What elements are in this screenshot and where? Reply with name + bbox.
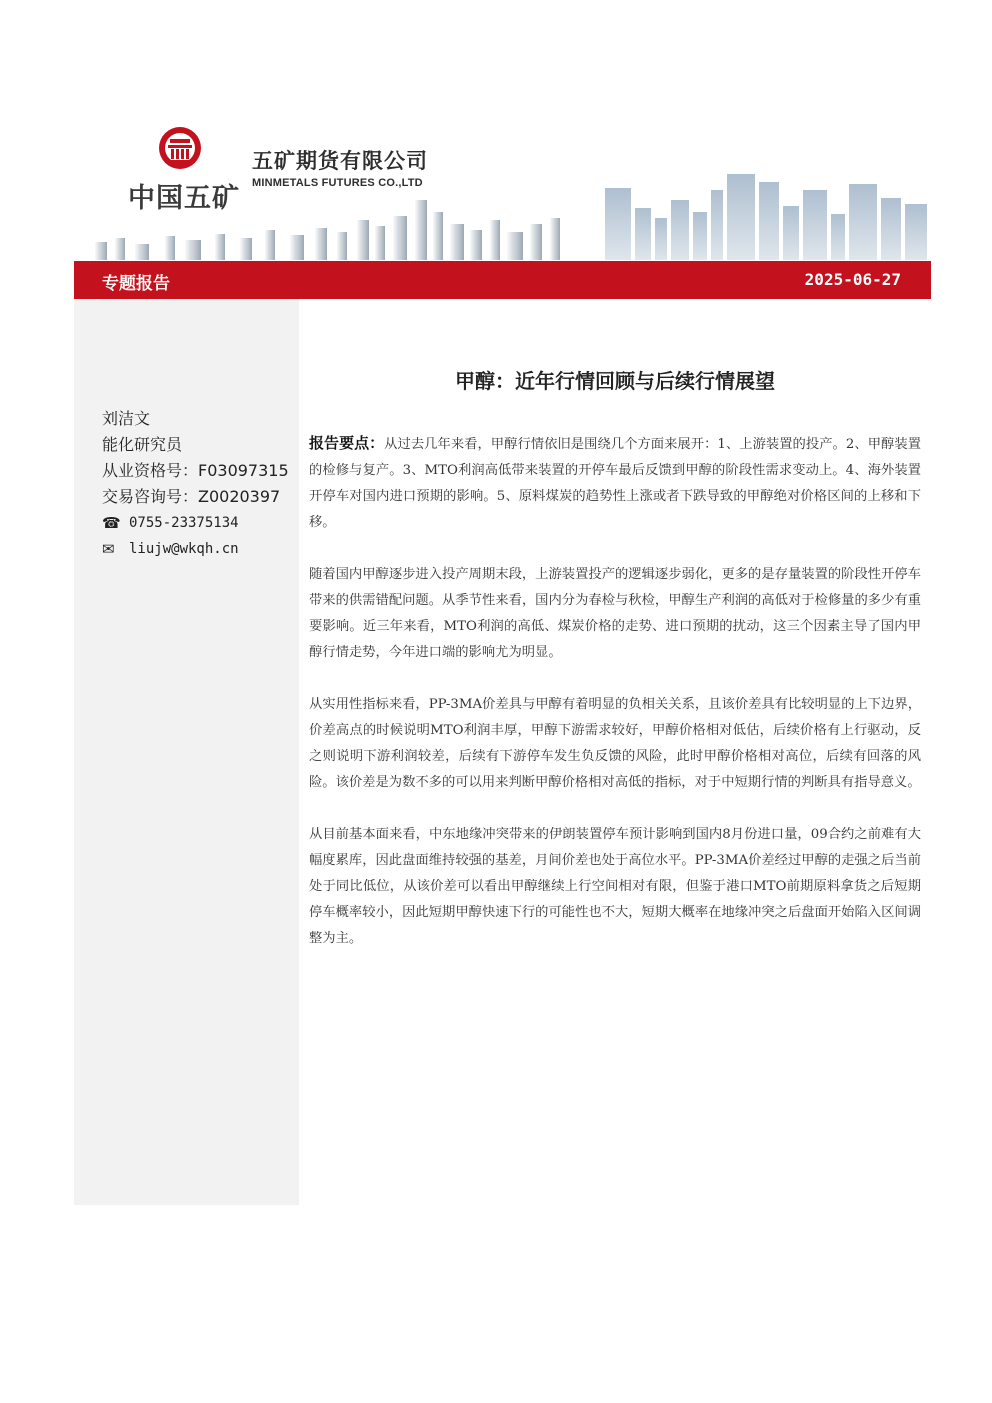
company-name-cn: 五矿期货有限公司: [252, 149, 428, 173]
city-skyline-image: [75, 160, 931, 260]
report-type-banner: [74, 261, 931, 299]
author-license: 从业资格号：F03097315: [102, 461, 289, 480]
author-phone-row: [102, 510, 289, 536]
author-role: 能化研究员: [102, 435, 183, 454]
mail-icon: ✉: [102, 540, 115, 558]
author-name: 刘洁文: [102, 409, 151, 428]
report-date: 2025-06-27: [804, 270, 901, 289]
author-email[interactable]: liujw@wkqh.cn: [129, 541, 239, 557]
paragraph: 从目前基本面来看，中东地缘冲突带来的伊朗装置停车预计影响到国内8月份进口量，09合约之前难有大幅度累库，因此盘面维持较强的基差，月间价差也处于高位水平。PP-3MA价差经过甲醇的走强之后当前处于同比低位，从该价差可以看出甲醇继续上行空间相对有限，但鉴于港口MTO前期原料拿货之后短期停车概率较小，因此短期甲醇快速下行的可能性也不大，短期大概率在地缘冲突之后盘面开始陷入区间调整为主。: [309, 827, 921, 946]
author-consult-id: 交易咨询号：Z0020397: [102, 487, 281, 506]
author-info: [102, 406, 289, 562]
key-points-label: 报告要点：: [309, 434, 385, 452]
paragraph: 从实用性指标来看，PP-3MA价差具与甲醇有着明显的负相关关系，且该价差具有比较明显的上下边界，价差高点的时候说明MTO利润丰厚，甲醇下游需求较好，甲醇价格相对低估，后续价格有上行驱动，反之则说明下游利润较差，后续有下游停车发生负反馈的风险，此时甲醇价格相对高位，后续有回落的风险。该价差是为数不多的可以用来判断甲醇价格相对高低的指标，对于中短期行情的判断具有指导意义。: [309, 697, 921, 790]
report-type-label: 专题报告: [102, 274, 170, 294]
paragraph: 随着国内甲醇逐步进入投产周期末段，上游装置投产的逻辑逐步弱化，更多的是存量装置的阶段性开停车带来的供需错配问题。从季节性来看，国内分为春检与秋检，甲醇生产利润的高低对于检修量的多少有重要影响。近三年来看，MTO利润的高低、煤炭价格的走势、进口预期的扰动，这三个因素主导了国内甲醇行情走势，今年进口端的影响尤为明显。: [309, 567, 921, 660]
report-title: 甲醇：近年行情回顾与后续行情展望: [455, 369, 775, 393]
report-body: [309, 430, 921, 978]
paragraph-key-points: [309, 430, 921, 536]
logo-text: 中国五矿: [128, 183, 240, 214]
phone-icon: ☎: [102, 514, 121, 532]
author-email-row[interactable]: [102, 536, 289, 562]
company-name-en: MINMETALS FUTURES CO.,LTD: [252, 177, 423, 189]
paragraph-text: 从过去几年来看，甲醇行情依旧是围绕几个方面来展开：1、上游装置的投产。2、甲醇装置的检修与复产。3、MTO利润高低带来装置的开停车最后反馈到甲醇的阶段性需求变动上。4、海外装置开停车对国内进口预期的影响。5、原料煤炭的趋势性上涨或者下跌导致的甲醇绝对价格区间的上移和下移。: [309, 437, 921, 530]
author-phone: 0755-23375134: [129, 515, 239, 531]
